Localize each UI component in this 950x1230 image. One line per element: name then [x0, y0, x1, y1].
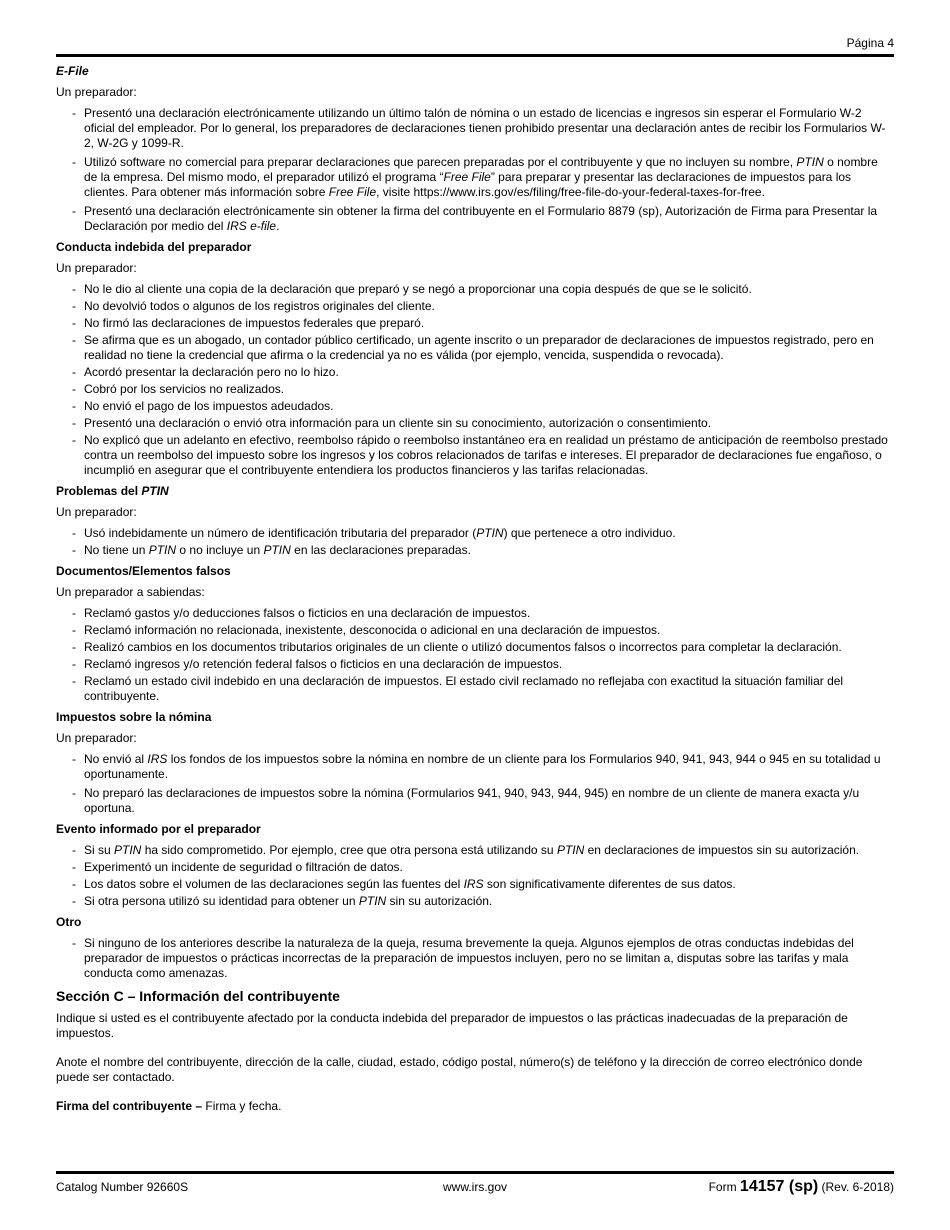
event-list: [56, 843, 894, 909]
bullet-dash: -: [72, 752, 76, 766]
list-item: [56, 606, 894, 621]
italic-term: PTIN: [358, 894, 387, 908]
italic-term: PTIN: [263, 543, 291, 557]
section-title-ptin: [56, 484, 894, 499]
italic-term: PTIN: [796, 155, 824, 169]
bullet-dash: -: [72, 382, 76, 396]
page-body: [56, 64, 894, 1128]
section-c-paragraph-2: Anote el nombre del contribuyente, dirección de la calle, ciudad, estado, código postal, número(s) de teléfono y la dirección de correo electrónico donde puede ser contactado.: [56, 1055, 863, 1084]
list-item: [56, 894, 894, 909]
website-link: www.irs.gov: [442, 1180, 507, 1194]
list-item-text: Realizó cambios en los documentos tributarios originales de un cliente o utilizó documentos falsos o incorrectos para completar la declaración.: [84, 640, 842, 654]
list-item: [56, 936, 894, 981]
list-item: [56, 365, 894, 380]
italic-term: Free File: [328, 185, 377, 199]
section-intro: Un preparador a sabiendas:: [56, 585, 205, 599]
bullet-dash: -: [72, 843, 76, 857]
bullet-dash: -: [72, 860, 76, 874]
list-item: [56, 674, 894, 704]
list-item-text: Experimentó un incidente de seguridad o filtración de datos.: [84, 860, 403, 874]
section-intro: Un preparador:: [56, 731, 137, 745]
list-item-text: sin su autorización.: [386, 894, 493, 908]
title-text: Problemas del: [56, 484, 142, 498]
bullet-dash: -: [72, 606, 76, 620]
payroll-list: [56, 752, 894, 816]
bullet-dash: -: [72, 877, 76, 891]
list-item-text: Si su: [84, 843, 115, 857]
page-number: Página 4: [846, 36, 894, 50]
italic-term: IRS: [463, 877, 484, 891]
list-item: [56, 299, 894, 314]
section-title-event: Evento informado por el preparador: [56, 822, 261, 836]
list-item-text: Reclamó gastos y/o deducciones falsos o ficticios en una declaración de impuestos.: [84, 606, 531, 620]
list-item: [56, 204, 894, 234]
section-title-other: Otro: [56, 915, 82, 929]
efile-list: [56, 106, 894, 234]
list-item: [56, 843, 894, 858]
list-item-text: Presentó una declaración electrónicamente sin obtener la firma del contribuyente en el Formulario 8879 (sp), Autorización de Firma para Presentar la Declaración por medio del: [84, 204, 878, 233]
list-item: [56, 333, 894, 363]
list-item: [56, 543, 894, 558]
bullet-dash: -: [72, 155, 76, 169]
bullet-dash: -: [72, 894, 76, 908]
bullet-dash: -: [72, 282, 76, 296]
italic-term: PTIN: [114, 843, 142, 857]
list-item-text: o nombre de la empresa. Del mismo modo, el preparador utilizó el programa “: [84, 155, 878, 184]
form-number: 14157 (sp): [739, 1178, 819, 1195]
bullet-dash: -: [72, 786, 76, 800]
list-item: [56, 877, 894, 892]
bullet-dash: -: [72, 399, 76, 413]
italic-term: PTIN: [476, 526, 504, 540]
bottom-rule: [56, 1171, 894, 1174]
list-item-text: No firmó las declaraciones de impuestos federales que preparó.: [84, 316, 425, 330]
other-list: [56, 936, 894, 981]
list-item-text: son significativamente diferentes de sus datos.: [483, 877, 736, 891]
list-item: [56, 155, 894, 200]
list-item: [56, 860, 894, 875]
section-title-false-documents: Documentos/Elementos falsos: [56, 564, 231, 578]
signature-label: Firma del contribuyente –: [56, 1099, 203, 1113]
bullet-dash: -: [72, 333, 76, 347]
italic-term: Free File: [443, 170, 491, 184]
list-item-text: Presentó una declaración o envió otra información para un cliente sin su conocimiento, autorización o consentimiento.: [84, 416, 712, 430]
list-item-text: No explicó que un adelanto en efectivo, reembolso rápido o reembolso instantáneo era en realidad un préstamo de anticipación de reembolso prestado contra un reembolso del impuesto sobre los ingresos y los cobros relacionados de tarifas e intereses. El preparador de declaraciones fue engañoso, o incumplió en asegurar que el contribuyente entendiera los productos financieros y las tarifas relacionadas.: [84, 433, 888, 477]
list-item-text: o no incluye un: [176, 543, 264, 557]
list-item-text: No tiene un: [84, 543, 149, 557]
bullet-dash: -: [72, 316, 76, 330]
list-item: [56, 640, 894, 655]
list-item-text: ha sido comprometido. Por ejemplo, cree que otra persona está utilizando su: [141, 843, 557, 857]
section-intro: Un preparador:: [56, 505, 137, 519]
list-item-text: Si otra persona utilizó su identidad para obtener un: [84, 894, 359, 908]
list-item-text: Reclamó ingresos y/o retención federal falsos o ficticios en una declaración de impuestos.: [84, 657, 563, 671]
bullet-dash: -: [72, 416, 76, 430]
list-item: [56, 282, 894, 297]
title-emphasis: PTIN: [141, 484, 169, 498]
list-item-text: No devolvió todos o algunos de los registros originales del cliente.: [84, 299, 435, 313]
form-revision: (Rev. 6-2018): [818, 1180, 894, 1194]
bullet-dash: -: [72, 674, 76, 688]
list-item: [56, 416, 894, 431]
list-item-text: los fondos de los impuestos sobre la nómina en nombre de un cliente para los Formularios 940, 941, 943, 944 o 945 en su totalidad u oportunamente.: [84, 752, 881, 781]
section-intro: Un preparador:: [56, 261, 137, 275]
section-title-efile: E-File: [56, 64, 89, 78]
list-item-text: Los datos sobre el volumen de las declaraciones según las fuentes del: [84, 877, 464, 891]
bullet-dash: -: [72, 657, 76, 671]
italic-term: IRS: [147, 752, 168, 766]
italic-term: PTIN: [556, 843, 585, 857]
list-item-text: No envió el pago de los impuestos adeudados.: [84, 399, 334, 413]
list-item-text: , visite https://www.irs.gov/es/filing/free-file-do-your-federal-taxes-for-free.: [376, 185, 765, 199]
list-item-text: No envió al: [84, 752, 148, 766]
bullet-dash: -: [72, 204, 76, 218]
list-item: [56, 752, 894, 782]
bullet-dash: -: [72, 623, 76, 637]
list-item: [56, 786, 894, 816]
italic-term: PTIN: [148, 543, 177, 557]
list-item-text: en declaraciones de impuestos sin su autorización.: [584, 843, 860, 857]
list-item-text: Se afirma que es un abogado, un contador público certificado, un agente inscrito o un preparador de declaraciones de impuestos registrado, pero en realidad no tiene la credencial que afirma o la credencial ya no es válida (por ejemplo, vencida, suspendida o revocada).: [84, 333, 874, 362]
section-title-misconduct: Conducta indebida del preparador: [56, 240, 252, 254]
ptin-list: [56, 526, 894, 558]
list-item-text: Presentó una declaración electrónicamente utilizando un último talón de nómina o un estado de licencias e ingresos sin esperar el Formulario W-2 oficial del empleador. Por lo general, los preparadores de declaraciones tienen prohibido presentar una declaración antes de recibir los Formularios W-2, W-2G y 1099-R.: [84, 106, 886, 150]
bullet-dash: -: [72, 365, 76, 379]
bullet-dash: -: [72, 433, 76, 447]
signature-line: [56, 1099, 894, 1114]
bullet-dash: -: [72, 526, 76, 540]
list-item: [56, 382, 894, 397]
section-c-paragraph-1: Indique si usted es el contribuyente afectado por la conducta indebida del preparador de impuestos o las prácticas inadecuadas de la preparación de impuestos.: [56, 1011, 848, 1040]
list-item-text: Acordó presentar la declaración pero no lo hizo.: [84, 365, 339, 379]
list-item: [56, 657, 894, 672]
false-documents-list: [56, 606, 894, 704]
list-item-text: Cobró por los servicios no realizados.: [84, 382, 285, 396]
list-item-text: ” para preparar y presentar las declaraciones de impuestos para los clientes. Para obtener más información sobre: [84, 170, 852, 199]
list-item-text: ) que pertenece a otro individuo.: [503, 526, 676, 540]
bullet-dash: -: [72, 543, 76, 557]
list-item: [56, 526, 894, 541]
form-identifier: [709, 1178, 894, 1196]
list-item-text: Usó indebidamente un número de identificación tributaria del preparador (: [84, 526, 477, 540]
form-prefix: Form: [708, 1180, 740, 1194]
list-item-text: No preparó las declaraciones de impuestos sobre la nómina (Formularios 941, 940, 943, 944, 945) en nombre de un cliente de manera exacta y/u oportuna.: [84, 786, 860, 815]
section-c-title: Sección C – Información del contribuyente: [56, 988, 340, 1004]
top-rule: [56, 54, 894, 57]
section-intro: Un preparador:: [56, 85, 137, 99]
list-item-text: Utilizó software no comercial para preparar declaraciones que parecen preparadas por el contribuyente y que no incluyen su nombre,: [84, 155, 797, 169]
misconduct-list: [56, 282, 894, 478]
bullet-dash: -: [72, 106, 76, 120]
list-item: [56, 623, 894, 638]
list-item-text: Reclamó un estado civil indebido en una declaración de impuestos. El estado civil reclamado no reflejaba con exactitud la situación familiar del contribuyente.: [84, 674, 844, 703]
signature-text: Firma y fecha.: [202, 1099, 282, 1113]
list-item: [56, 106, 894, 151]
catalog-number: Catalog Number 92660S: [56, 1180, 189, 1194]
list-item-text: .: [276, 219, 280, 233]
list-item-text: Reclamó información no relacionada, inexistente, desconocida o adicional en una declaración de impuestos.: [84, 623, 661, 637]
bullet-dash: -: [72, 299, 76, 313]
italic-term: IRS e-file: [226, 219, 277, 233]
list-item: [56, 399, 894, 414]
bullet-dash: -: [72, 640, 76, 654]
list-item-text: No le dio al cliente una copia de la declaración que preparó y se negó a proporcionar una copia después de que se le solicitó.: [84, 282, 752, 296]
list-item: [56, 316, 894, 331]
page-footer: [56, 1180, 894, 1198]
bullet-dash: -: [72, 936, 76, 950]
list-item-text: en las declaraciones preparadas.: [290, 543, 471, 557]
list-item-text: Si ninguno de los anteriores describe la naturaleza de la queja, resuma brevemente la queja. Algunos ejemplos de otras conductas indebidas del preparador de impuestos o prácticas incorrectas de la preparación de impuestos incluyen, pero no se limitan a, disputas sobre las tarifas y mala conducta como amenazas.: [84, 936, 854, 980]
section-title-payroll: Impuestos sobre la nómina: [56, 710, 212, 724]
list-item: [56, 433, 894, 478]
